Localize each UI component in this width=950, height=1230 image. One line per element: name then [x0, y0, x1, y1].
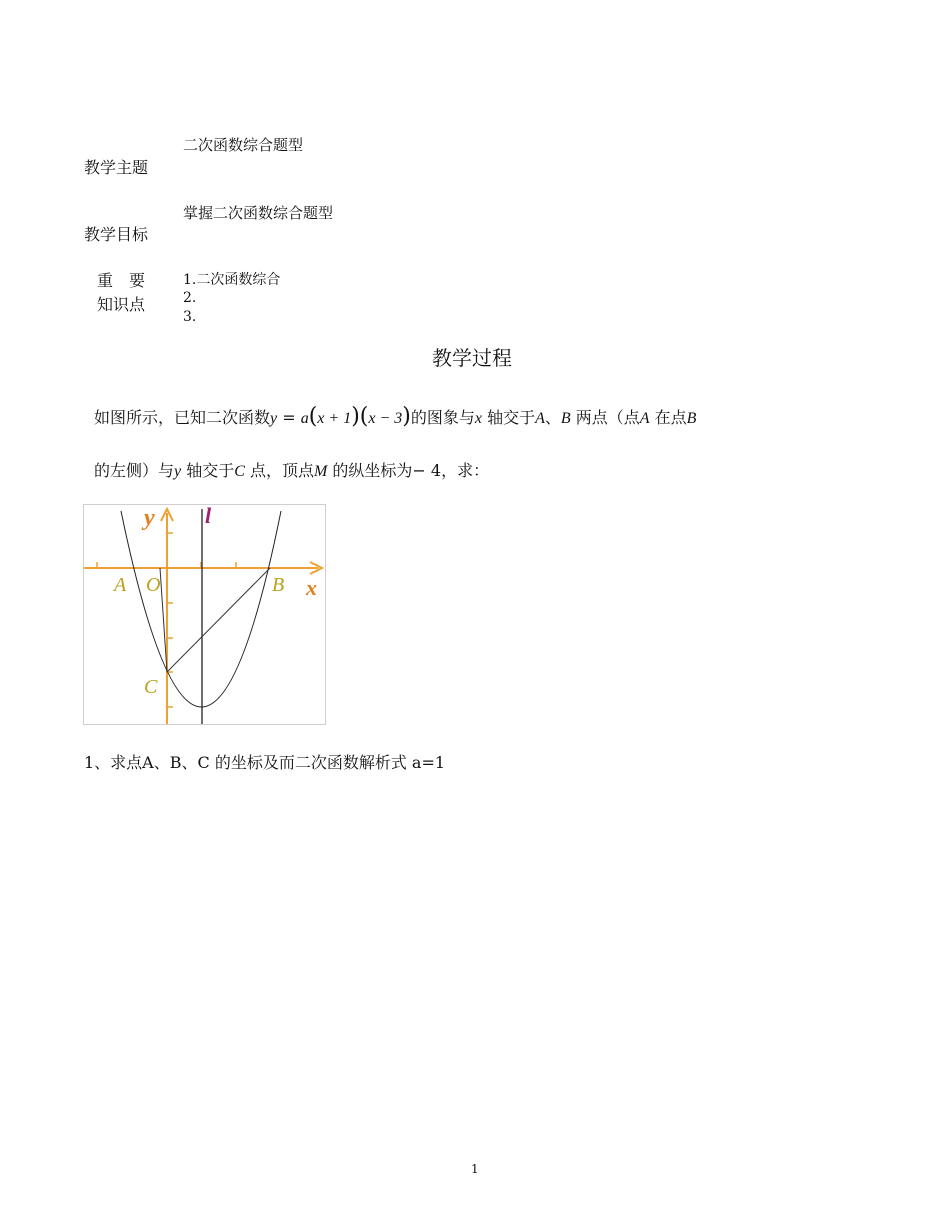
value: − 4: [412, 461, 442, 480]
topic-label: 教学主题: [84, 158, 149, 177]
key-item-2: 2.: [183, 290, 197, 306]
text: 、: [544, 408, 561, 427]
label-y: y: [144, 505, 155, 531]
paren-open: (: [359, 404, 369, 429]
goal-value: 掌握二次函数综合题型: [183, 204, 334, 222]
topic-value: 二次函数综合题型: [183, 136, 304, 154]
paren-open: (: [308, 404, 318, 429]
text: 轴交于: [482, 408, 536, 427]
parabola-diagram: [84, 505, 325, 724]
goal-label: 教学目标: [84, 225, 149, 244]
text: 轴交于: [181, 461, 235, 480]
factor-2: x − 3: [368, 410, 403, 427]
var-B: B: [560, 410, 571, 427]
text: 的纵坐标为: [327, 461, 413, 480]
key-item-3: 3.: [183, 309, 197, 325]
label-l: l: [205, 505, 212, 528]
key-label-1: 重 要: [97, 271, 146, 290]
paren-close: ): [351, 404, 360, 429]
label-A: A: [114, 574, 127, 596]
question-1: 1、求点A、B、C 的坐标及而二次函数解析式 a=1: [84, 753, 446, 772]
key-label-2: 知识点: [97, 295, 146, 314]
var-x: x: [474, 410, 483, 427]
var-B: B: [686, 410, 697, 427]
var-A: A: [639, 410, 650, 427]
parabola-figure: [83, 504, 326, 725]
text: 在点: [649, 408, 687, 427]
paren-close: ): [402, 404, 411, 429]
var-y: y: [270, 410, 278, 427]
text: 两点（点: [570, 408, 640, 427]
var-C: C: [234, 463, 245, 480]
label-B: B: [272, 574, 285, 596]
page-number: 1: [471, 1162, 479, 1176]
problem-line-1: [94, 404, 696, 429]
text: ，求：: [441, 461, 490, 480]
problem-line-2: [94, 458, 489, 481]
text: 点，顶点: [244, 461, 314, 480]
equals: =: [277, 408, 301, 427]
var-A: A: [535, 410, 545, 427]
var-a: a: [300, 410, 309, 427]
factor-1: x + 1: [317, 410, 352, 427]
text: 的图象与: [410, 408, 475, 427]
var-M: M: [313, 463, 328, 480]
label-O: O: [146, 574, 161, 596]
text: 的左侧）与: [94, 461, 175, 480]
section-title: 教学过程: [432, 346, 512, 370]
var-y: y: [174, 463, 182, 480]
key-item-1: 1.二次函数综合: [183, 272, 281, 288]
text: 如图所示，已知二次函数: [94, 408, 271, 427]
label-C: C: [144, 676, 158, 698]
label-x: x: [306, 575, 317, 600]
